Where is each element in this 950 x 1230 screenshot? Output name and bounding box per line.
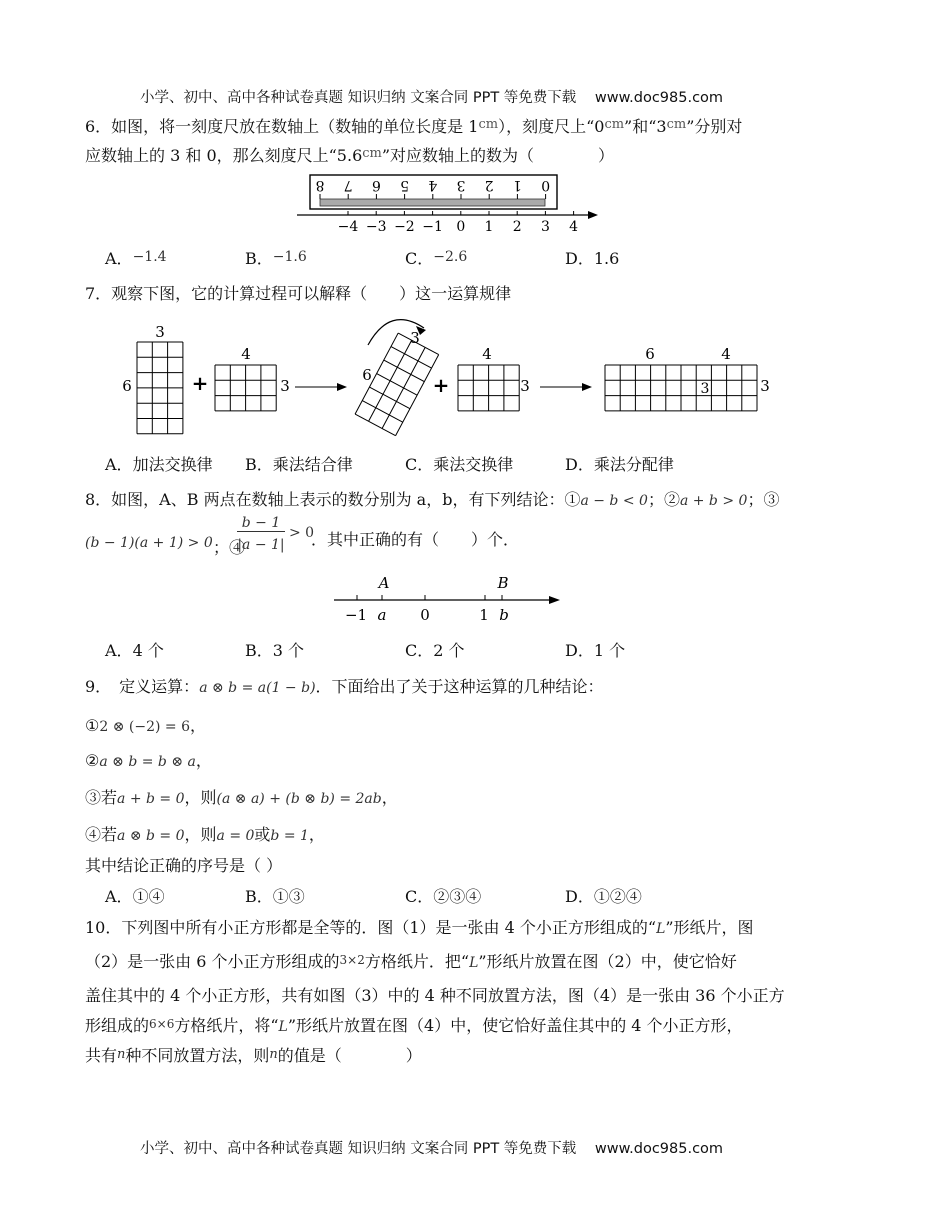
- g5-top-label-b: 4: [721, 345, 731, 363]
- g4-top-label: 4: [482, 345, 492, 363]
- q7-option-c[interactable]: C．乘法交换律: [405, 455, 514, 474]
- plus-sign-2: +: [432, 373, 450, 397]
- q9-statement-4: ④若a ⊗ b = 0，则a = 0或b = 1，: [85, 825, 325, 844]
- q7-option-d[interactable]: D．乘法分配律: [565, 455, 674, 474]
- tick-one: 1: [479, 606, 489, 624]
- q9-statement-3: ③若a + b = 0，则(a ⊗ a) + (b ⊗ b) = 2ab，: [85, 788, 398, 807]
- q6-ruler-figure: [290, 172, 610, 236]
- q9-statement-1: ①2 ⊗ (−2) = 6，: [85, 716, 206, 735]
- q8-option-d[interactable]: D．1 个: [565, 641, 626, 660]
- g2-right-label: 3: [280, 377, 290, 395]
- q6-line1: 6．如图，将一刻度尺放在数轴上（数轴的单位长度是 $1^{cm}$），刻度尺上“$0^{cm}$”和“$3^{cm}$”分别对: [85, 117, 743, 136]
- q7-stem: 7．观察下图，它的计算过程可以解释（ ）这一运算规律: [85, 284, 512, 303]
- axis-tick-label: −1: [422, 219, 443, 235]
- q7-figure: [115, 310, 785, 442]
- q9-ask: 其中结论正确的序号是（ ）: [85, 856, 283, 875]
- point-a-label: A: [378, 574, 390, 592]
- g3-top-label: 3: [410, 329, 420, 347]
- tick-minus-one: −1: [344, 606, 368, 624]
- q6-option-b[interactable]: B．−1.6: [245, 249, 307, 268]
- g2-top-label: 4: [241, 345, 251, 363]
- q9-option-d[interactable]: D．①②④: [565, 887, 642, 906]
- plus-sign-1: +: [191, 371, 209, 395]
- ruler-label: 1: [512, 177, 522, 193]
- q7-option-a[interactable]: A．加法交换律: [105, 455, 213, 474]
- point-b-label: B: [497, 574, 509, 592]
- q9-option-c[interactable]: C．②③④: [405, 887, 482, 906]
- q9-statement-2: ②a ⊗ b = b ⊗ a，: [85, 751, 212, 770]
- grid-3x6: [137, 342, 183, 434]
- tick-a: a: [377, 606, 387, 624]
- g3-left-label: 6: [362, 366, 372, 384]
- q10-line1: 10．下列图中所有小正方形都是全等的．图（1）是一张由 4 个小正方形组成的“L”形纸片，图: [85, 918, 754, 937]
- q10-line3: 盖住其中的 4 个小正方形，共有如图（3）中的 4 种不同放置方法，图（4）是一张由 36 个小正方: [85, 986, 785, 1005]
- axis-tick-label: 2: [512, 219, 522, 235]
- q8-number-line: [330, 570, 570, 626]
- axis-tick-label: 4: [569, 219, 579, 235]
- q6-option-a[interactable]: A．−1.4: [105, 249, 167, 268]
- axis-tick-label: −2: [394, 219, 415, 235]
- q8-option-c[interactable]: C．2 个: [405, 641, 465, 660]
- axis-tick-label: 0: [456, 219, 466, 235]
- q9-option-a[interactable]: A．①④: [105, 887, 165, 906]
- q8-option-b[interactable]: B．3 个: [245, 641, 305, 660]
- q6-option-c[interactable]: C．−2.6: [405, 249, 468, 268]
- grid-4x3-a: [215, 365, 276, 411]
- q10-line5: 共有n种不同放置方法，则n的值是（ ）: [85, 1046, 422, 1065]
- q7-option-b[interactable]: B．乘法结合律: [245, 455, 353, 474]
- q9-intro: 9． 定义运算：a ⊗ b = a(1 − b)．下面给出了关于这种运算的几种结论：: [85, 677, 604, 696]
- header-site-link[interactable]: www.doc985.com: [594, 90, 724, 106]
- grid-4x3-b: [458, 365, 519, 411]
- ruler-label: 0: [541, 177, 551, 193]
- ruler-label: 2: [484, 177, 494, 193]
- axis-tick-label: 1: [484, 219, 494, 235]
- ruler-label: 4: [428, 177, 438, 193]
- g1-top-label: 3: [155, 323, 165, 341]
- ruler-label: 7: [343, 177, 353, 193]
- ruler-label: 5: [400, 177, 410, 193]
- g1-left-label: 6: [122, 377, 132, 395]
- tick-zero: 0: [420, 606, 430, 624]
- header-text: 小学、初中、高中各种试卷真题 知识归纳 文案合同 PPT 等免费下载: [140, 90, 577, 106]
- page-header: [140, 86, 723, 107]
- q6-option-d[interactable]: D．1.6: [565, 249, 620, 268]
- q6-line2: 应数轴上的 3 和 0，那么刻度尺上“$5.6^{cm}$”对应数轴上的数为（ ）: [85, 146, 615, 165]
- axis-tick-label: −4: [337, 219, 359, 235]
- g5-right-label: 3: [760, 377, 770, 395]
- q10-line2: （2）是一张由 6 个小正方形组成的3×2方格纸片．把“L”形纸片放置在图（2）中，使它恰好: [85, 952, 737, 971]
- footer-text: 小学、初中、高中各种试卷真题 知识归纳 文案合同 PPT 等免费下载: [140, 1141, 577, 1157]
- ruler-label: 6: [371, 177, 381, 193]
- ruler-label: 8: [315, 177, 325, 193]
- page-footer: [140, 1137, 723, 1158]
- q10-line4: 形组成的6×6方格纸片，将“L”形纸片放置在图（4）中，使它恰好盖住其中的 4 个小正方形，: [85, 1016, 743, 1035]
- g5-top-label-a: 6: [645, 345, 655, 363]
- grid-3x6-rotated: [355, 333, 439, 436]
- footer-site-link[interactable]: www.doc985.com: [594, 1141, 724, 1157]
- g5-mid-label: 3: [700, 381, 710, 397]
- ruler-label: 3: [456, 177, 466, 193]
- grid-10x3: [605, 365, 757, 411]
- q9-option-b[interactable]: B．①③: [245, 887, 305, 906]
- ruler-strip: [320, 199, 545, 206]
- q8-line1: 8．如图，A、B 两点在数轴上表示的数分别为 a，b，有下列结论：①a − b < 0；②a + b > 0；③: [85, 490, 780, 509]
- axis-tick-label: −3: [365, 219, 387, 235]
- tick-b: b: [499, 606, 509, 624]
- axis-arrow: [588, 211, 598, 219]
- q8-option-a[interactable]: A．4 个: [105, 641, 164, 660]
- g4-right-label: 3: [520, 377, 530, 395]
- axis-tick-label: 3: [540, 219, 550, 235]
